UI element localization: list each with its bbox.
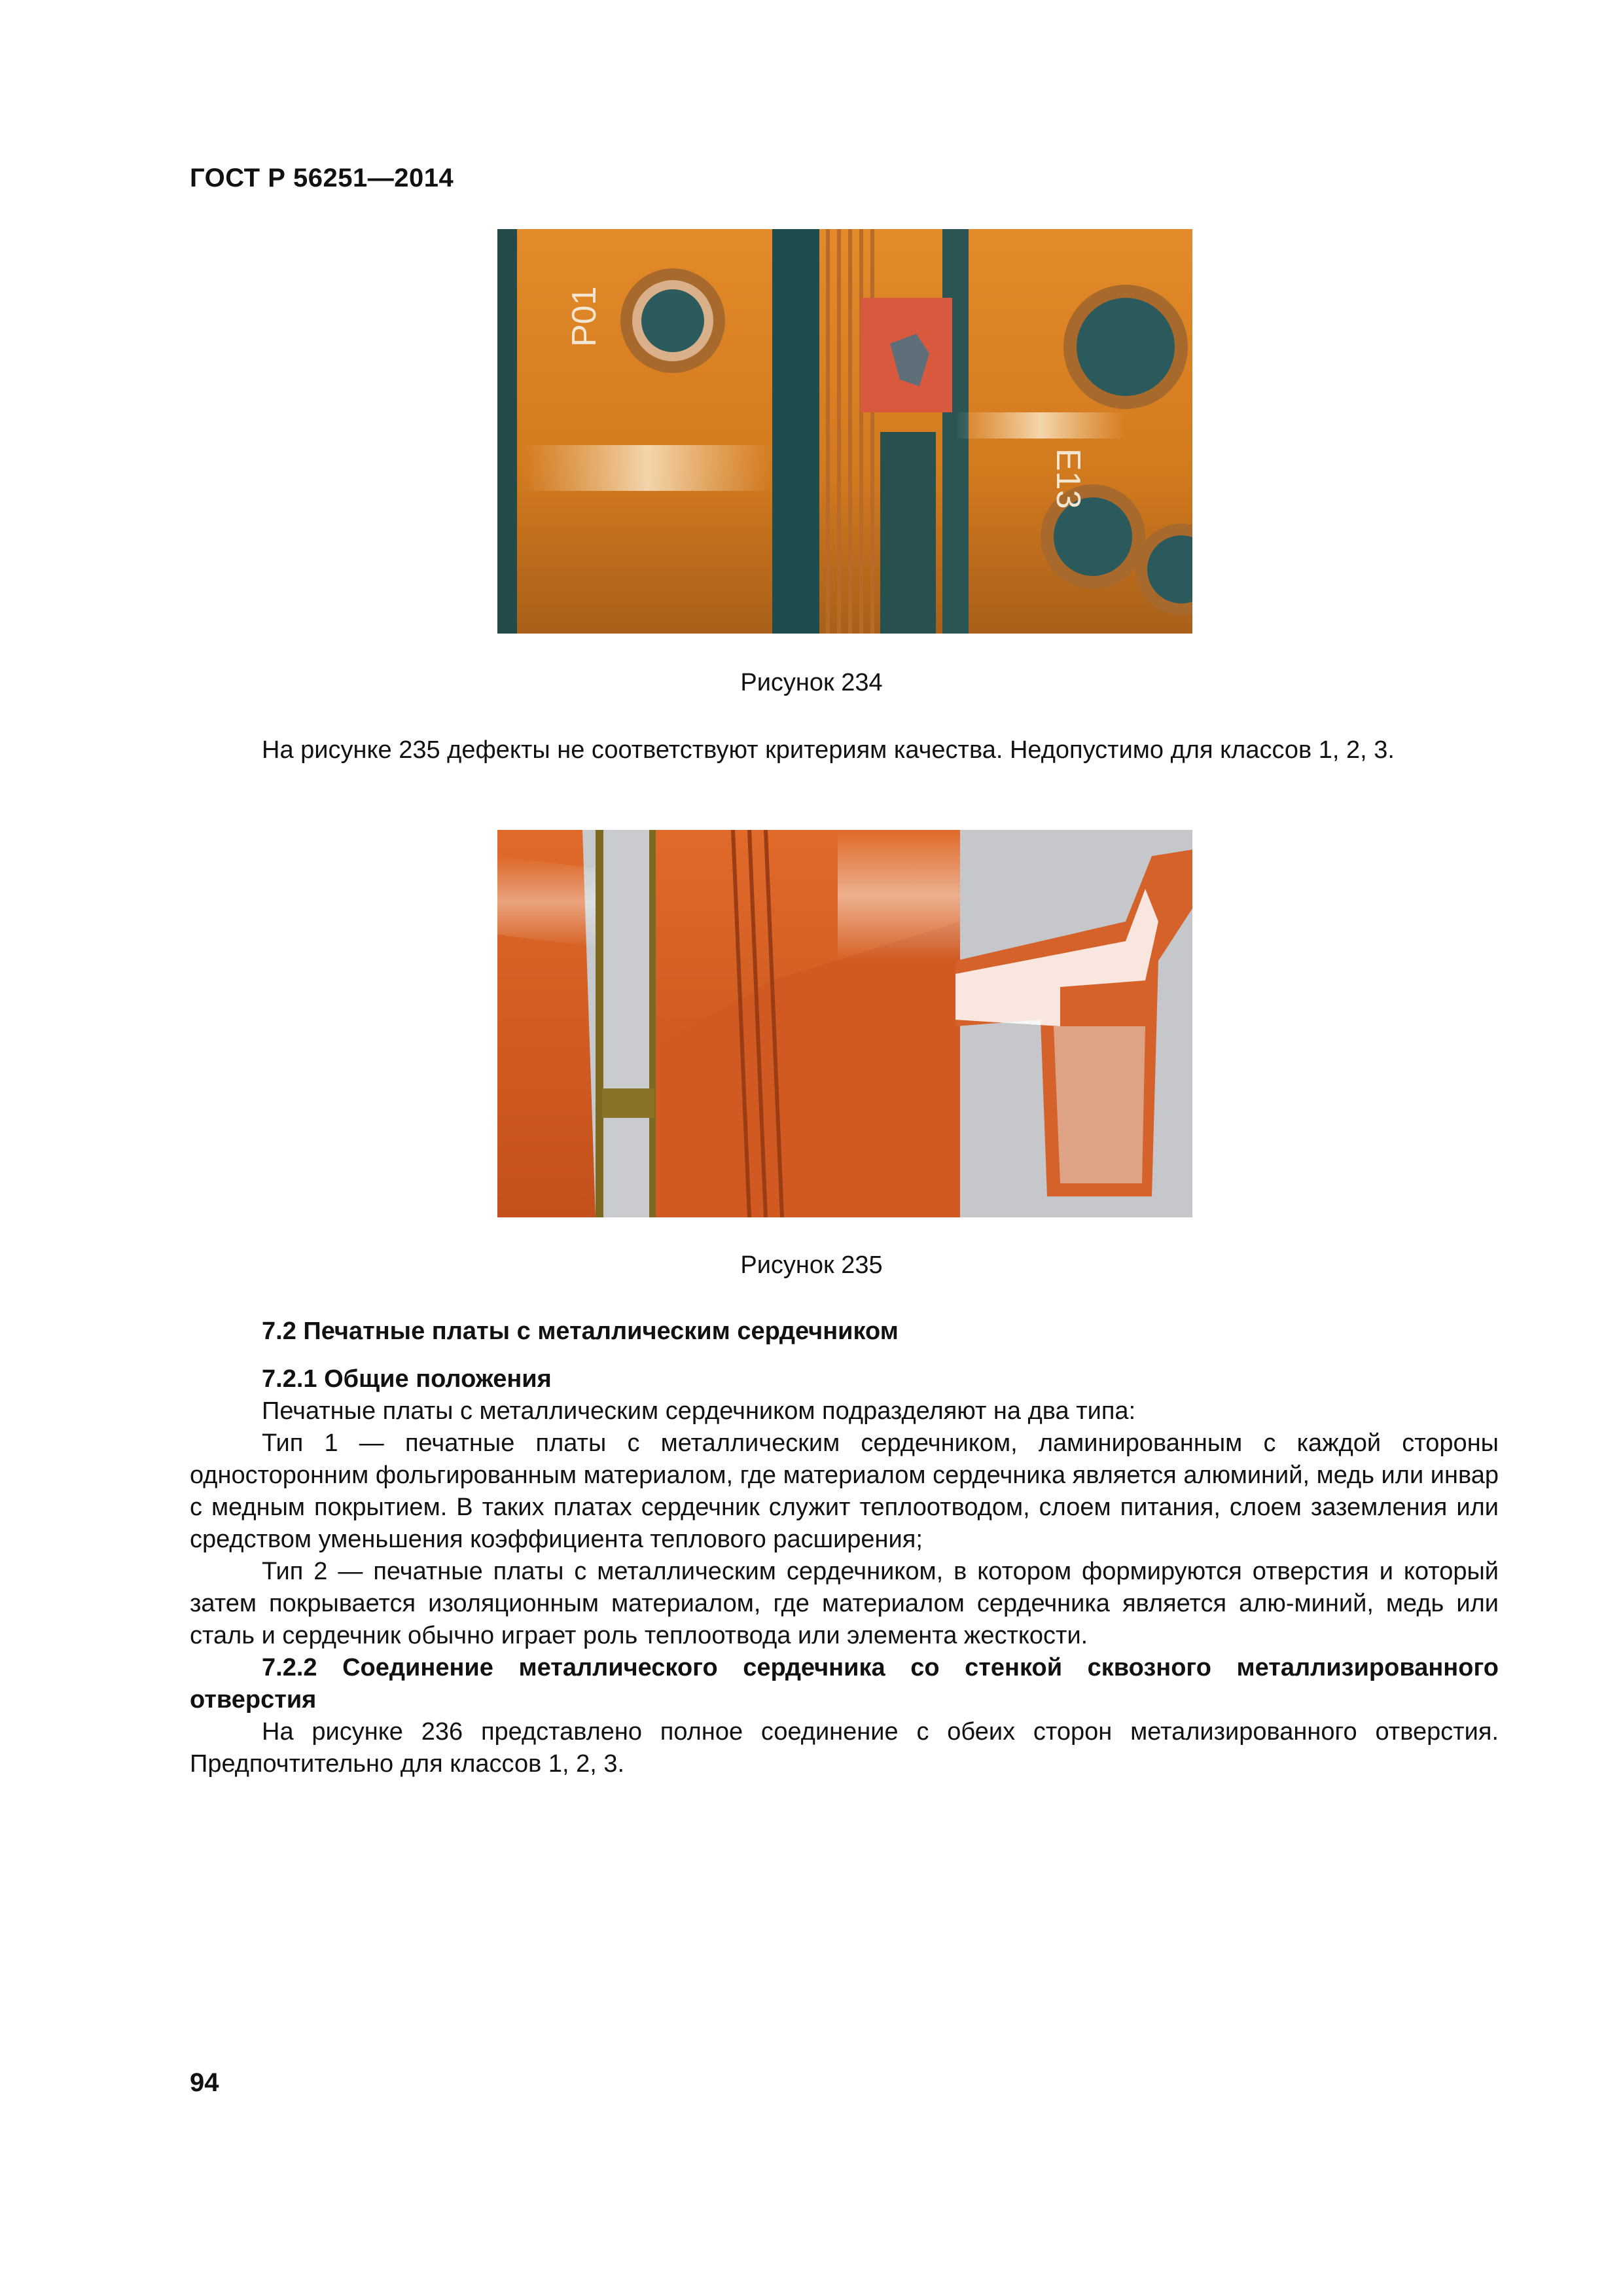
board-marking-right: E13 bbox=[1049, 448, 1087, 509]
section-7-2-title: 7.2 Печатные платы с металлическим сердечником bbox=[262, 1318, 899, 1345]
figure-234-photo bbox=[497, 229, 1192, 634]
paragraph-7-2-1-1: Печатные платы с металлическим сердечником подразделяют на два типа: bbox=[262, 1397, 1136, 1425]
section-7-2-1-title: 7.2.1 Общие положения bbox=[262, 1365, 552, 1393]
paragraph-7-2-1-2: Тип 1 — печатные платы с металлическим сердечником, ламинированным с каждой стороны односторонним фольгированным материалом, где материалом сердечника является алюминий, медь или инвар с медным покрытием. В таких платах сердечник служит теплоотводом, слоем питания, слоем заземления или средством уменьшения коэффициента теплового расширения; bbox=[190, 1429, 1499, 1553]
page-number: 94 bbox=[190, 2068, 219, 2097]
paragraph-7-2-1-3: Тип 2 — печатные платы с металлическим сердечником, в котором формируются отверстия и который затем покрывается изоляционным материалом, где материалом сердечника является алю-миний, медь или сталь и сердечник обычно играет роль теплоотвода или элемента жесткости. bbox=[190, 1558, 1499, 1649]
document-header: ГОСТ Р 56251—2014 bbox=[190, 164, 454, 192]
section-7-2-2-title: 7.2.2 Соединение металлического сердечника со стенкой сквозного металлизированного отверстия bbox=[190, 1654, 1499, 1713]
section-7-2 bbox=[190, 1316, 1499, 1780]
figure-235-photo bbox=[497, 830, 1192, 1217]
board-marking-left: P01 bbox=[565, 286, 603, 347]
paragraph-7-2-2-1: На рисунке 236 представлено полное соединение с обеих сторон метализированного отверстия. Предпочтительно для классов 1, 2, 3. bbox=[190, 1718, 1499, 1778]
figure-234-caption: Рисунок 234 bbox=[740, 669, 883, 696]
figure-235-caption: Рисунок 235 bbox=[740, 1251, 883, 1279]
paragraph-figure-235-intro: На рисунке 235 дефекты не соответствуют критериям качества. Недопустимо для классов 1, 2, 3. bbox=[262, 736, 1395, 764]
